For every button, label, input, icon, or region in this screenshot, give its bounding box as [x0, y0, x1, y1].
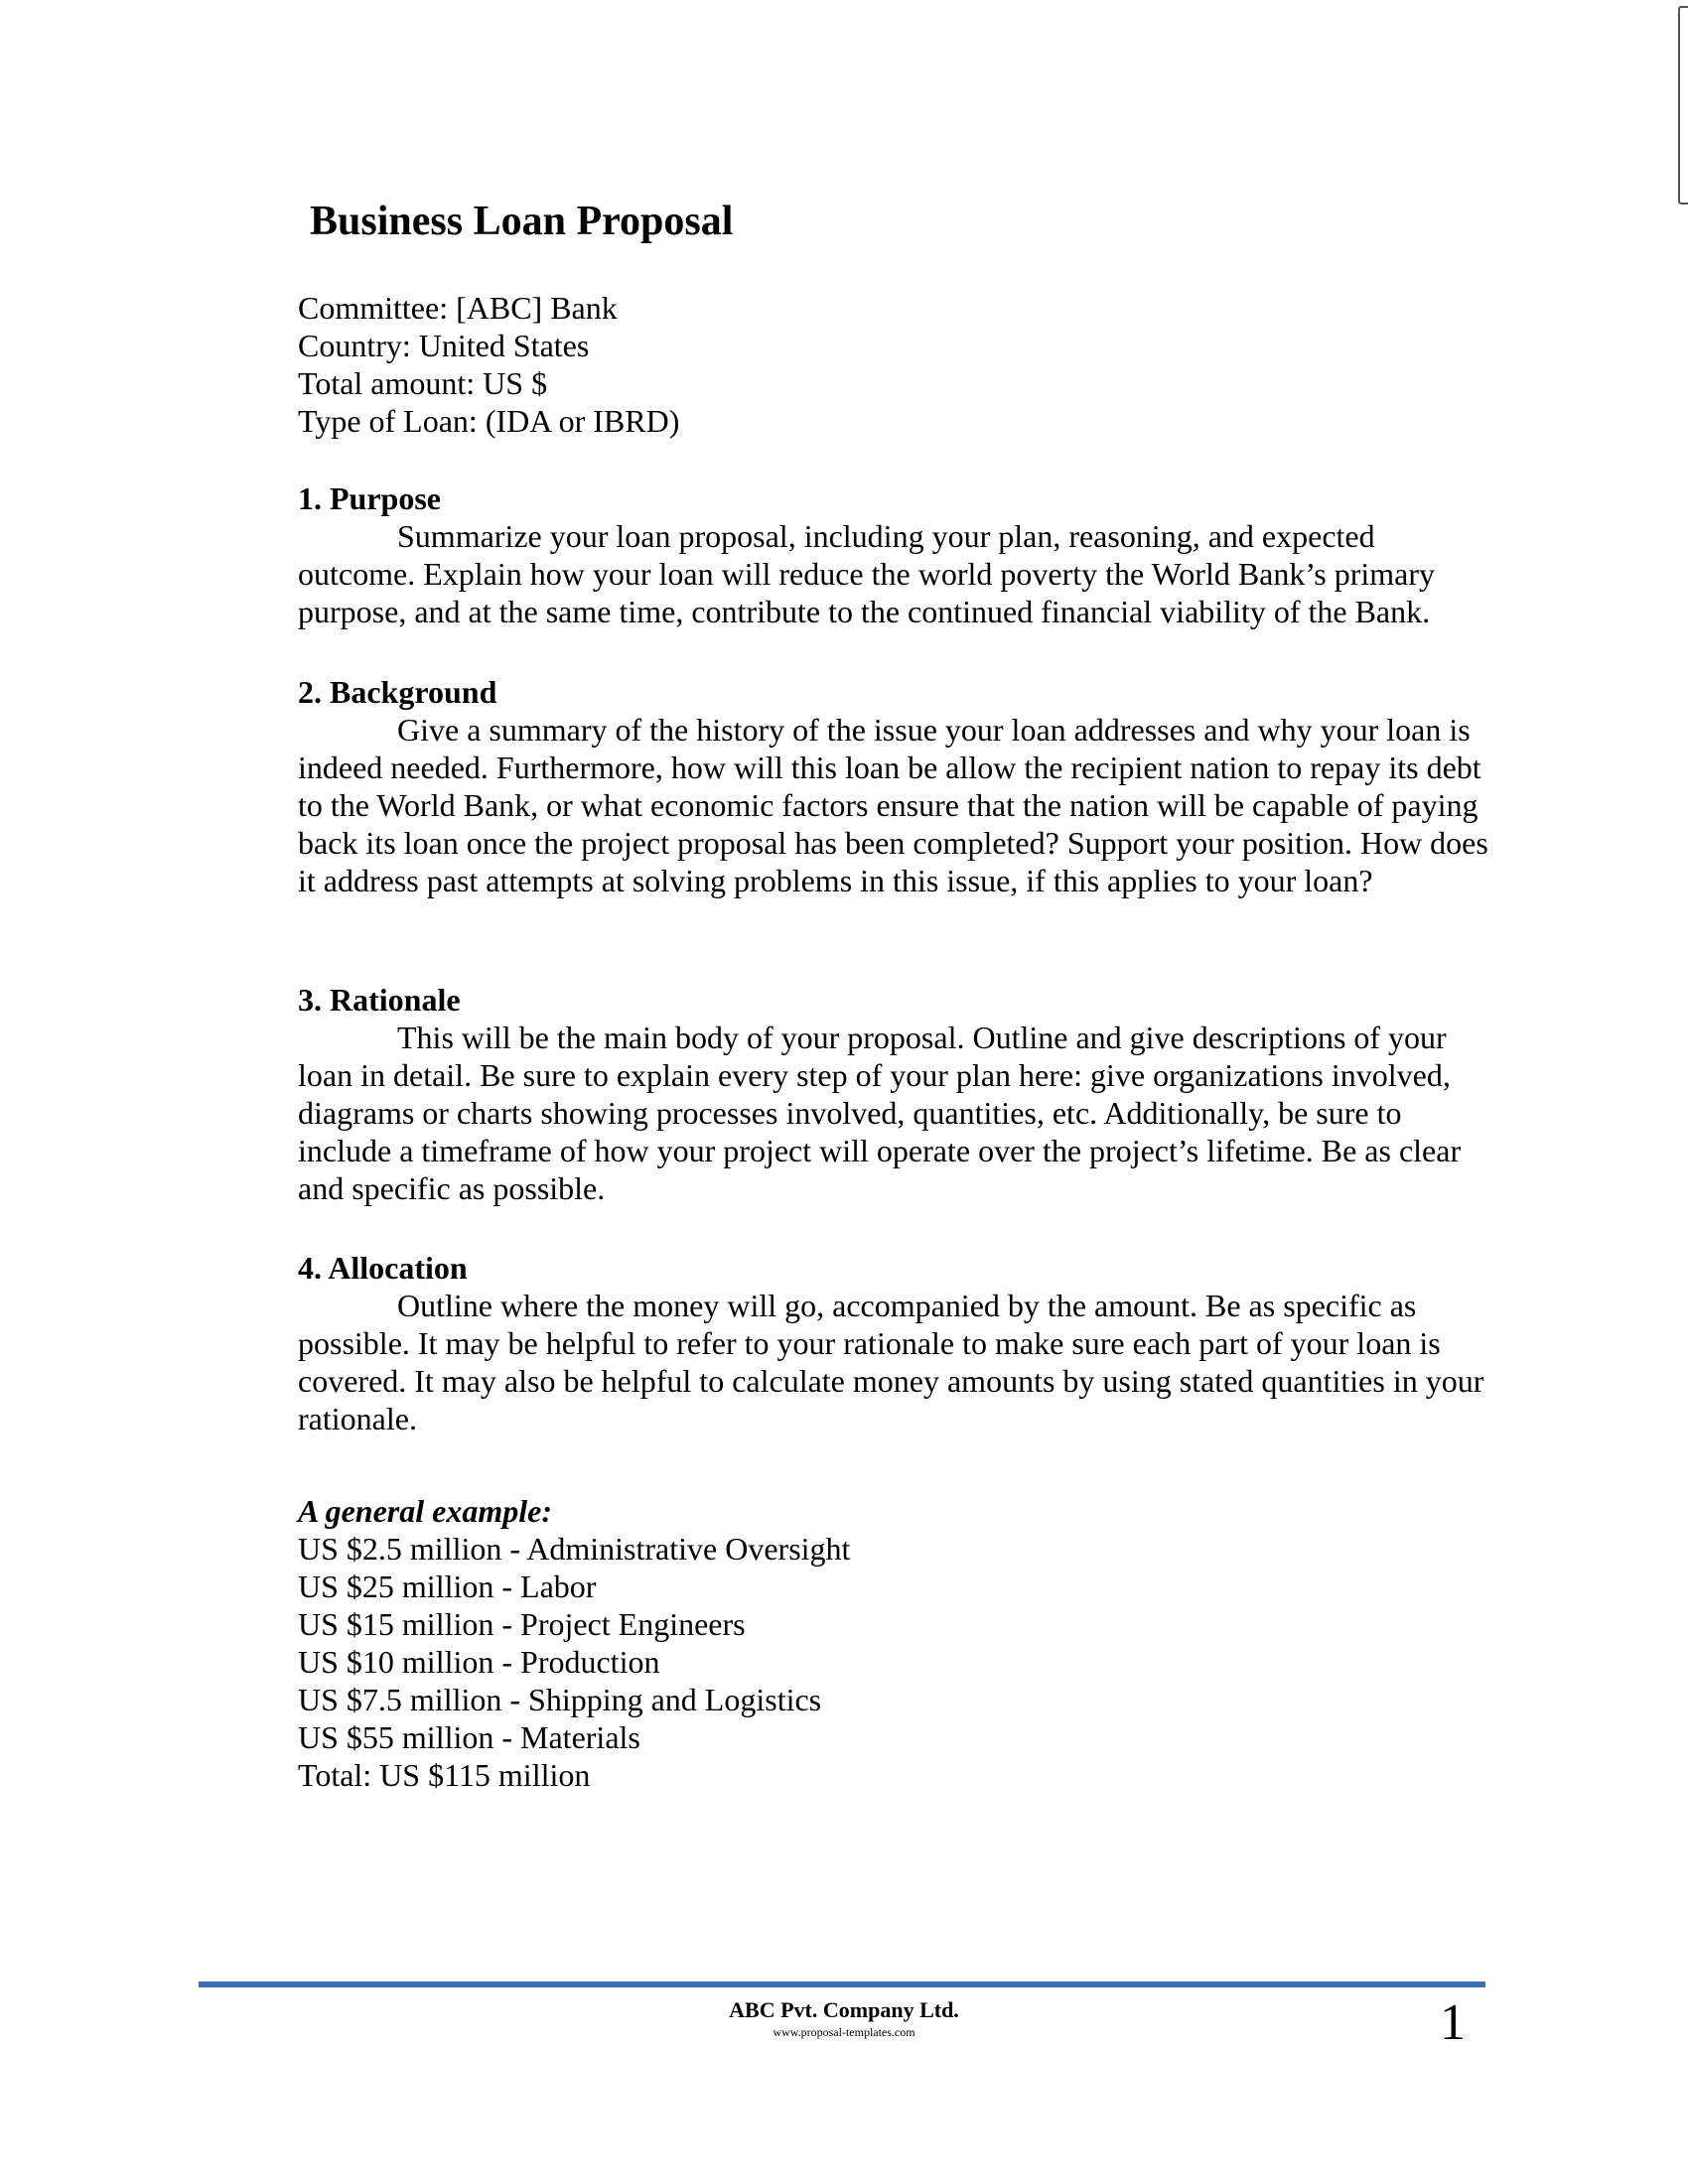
- page-corner-marker: [1678, 6, 1688, 205]
- example-line: US $10 million - Production: [298, 1644, 660, 1680]
- section-rationale: [298, 981, 1489, 1207]
- meta-loan-type: Type of Loan: (IDA or IBRD): [298, 403, 680, 439]
- footer-url: www.proposal-templates.com: [773, 2025, 915, 2039]
- section-heading: 3. Rationale: [298, 982, 461, 1018]
- page-number: 1: [1440, 1994, 1466, 2051]
- example-line: US $15 million - Project Engineers: [298, 1606, 746, 1642]
- example-line: US $7.5 million - Shipping and Logistics: [298, 1682, 822, 1717]
- footer-rule: [199, 1981, 1485, 1987]
- section-purpose: [298, 479, 1489, 630]
- section-heading: 2. Background: [298, 674, 497, 710]
- section-heading: 1. Purpose: [298, 480, 441, 516]
- meta-total-amount: Total amount: US $: [298, 365, 548, 401]
- section-body: Give a summary of the history of the issue your loan addresses and why your loan is indeed needed. Furthermore, how will this loan be allow the recipient nation to repay its debt to the World Bank, or what economic factors ensure that the nation will be capable of paying back its loan once the project proposal has been completed? Support your position. How does it address past attempts at solving problems in this issue, if this applies to your loan?: [298, 712, 1488, 898]
- example-heading: A general example:: [298, 1493, 552, 1529]
- section-allocation: [298, 1249, 1489, 1437]
- allocation-example: [298, 1492, 850, 1794]
- page-title: Business Loan Proposal: [310, 199, 734, 244]
- meta-country: Country: United States: [298, 328, 590, 363]
- example-line: US $55 million - Materials: [298, 1719, 640, 1755]
- meta-committee: Committee: [ABC] Bank: [298, 290, 618, 326]
- section-background: [298, 673, 1489, 899]
- section-body: Outline where the money will go, accompanied by the amount. Be as specific as possible. It may be helpful to refer to your rationale to make sure each part of your loan is covered. It may also be helpful to calculate money amounts by using stated quantities in your rationale.: [298, 1288, 1484, 1436]
- section-heading: 4. Allocation: [298, 1250, 468, 1286]
- example-line: US $25 million - Labor: [298, 1569, 597, 1604]
- proposal-meta: [298, 289, 679, 440]
- example-total: Total: US $115 million: [298, 1757, 591, 1793]
- section-body: This will be the main body of your proposal. Outline and give descriptions of your loan in detail. Be sure to explain every step of your plan here: give organizations involved, diagrams or charts showing processes involved, quantities, etc. Additionally, be sure to include a timeframe of how your project will operate over the project’s lifetime. Be as clear and specific as possible.: [298, 1020, 1462, 1206]
- example-line: US $2.5 million - Administrative Oversight: [298, 1531, 851, 1567]
- section-body: Summarize your loan proposal, including your plan, reasoning, and expected outcome. Explain how your loan will reduce the world poverty the World Bank’s primary purpose, and at the same time, contribute to the continued financial viability of the Bank.: [298, 518, 1436, 629]
- footer-company: ABC Pvt. Company Ltd.: [729, 1997, 959, 2022]
